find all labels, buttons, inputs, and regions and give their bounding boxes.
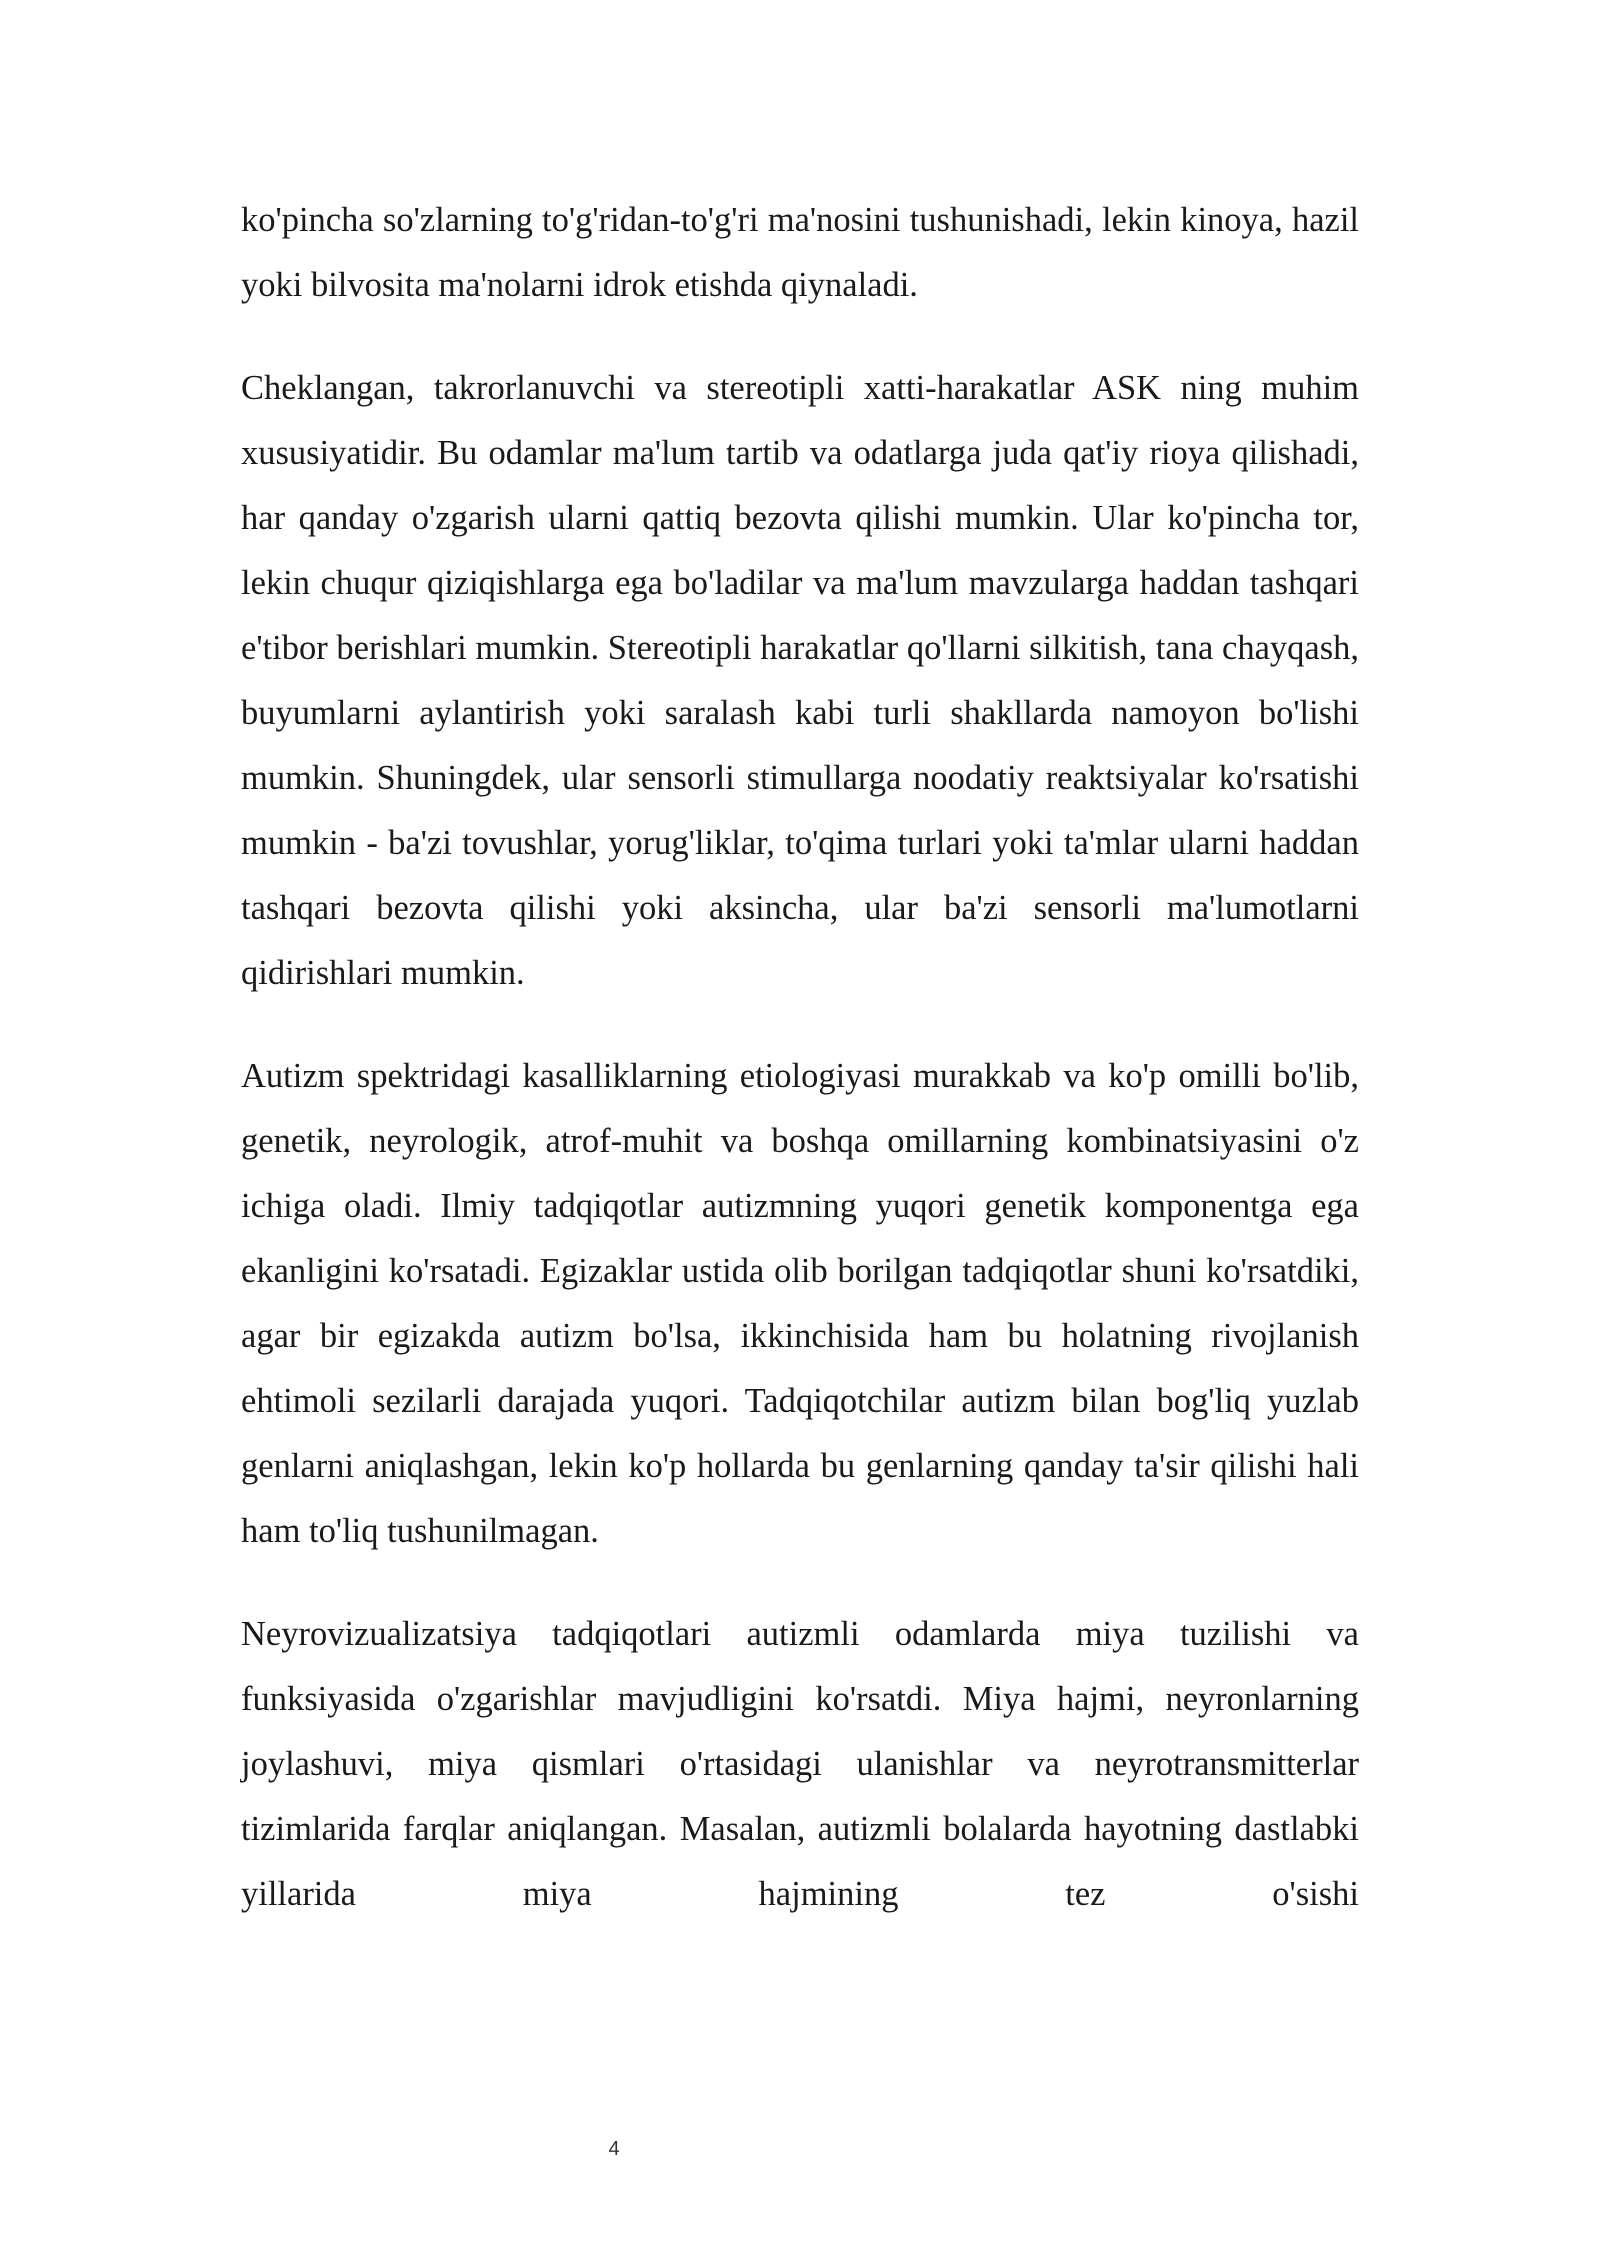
- paragraph-4: Neyrovizualizatsiya tadqiqotlari autizmli odamlarda miya tuzilishi va funksiyasida o'zgarishlar mavjudligini ko'rsatdi. Miya hajmi, neyronlarning joylashuvi, miya qismlari o'rtasidagi ulanishlar va neyrotransmitterlar tizimlarida farqlar aniqlangan. Masalan, autizmli bolalarda hayotning dastlabki yillarida miya hajmining tez o'sishi: [241, 1615, 1359, 1913]
- paragraph-2: Cheklangan, takrorlanuvchi va stereotipli xatti-harakatlar ASK ning muhim xususiyatidir. Bu odamlar ma'lum tartib va odatlarga juda qat'iy rioya qilishadi, har qanday o'zgarish ularni qattiq bezovta qilishi mumkin. Ular ko'pincha tor, lekin chuqur qiziqishlarga ega bo'ladilar va ma'lum mavzularga haddan tashqari e'tibor berishlari mumkin. Stereotipli harakatlar qo'llarni silkitish, tana chayqash, buyumlarni aylantirish yoki saralash kabi turli shakllarda namoyon bo'lishi mumkin. Shuningdek, ular sensorli stimullarga noodatiy reaktsiyalar ko'rsatishi mumkin - ba'zi tovushlar, yorug'liklar, to'qima turlari yoki ta'mlar ularni haddan tashqari bezovta qilishi yoki aksincha, ular ba'zi sensorli ma'lumotlarni qidirishlari mumkin.: [241, 369, 1359, 992]
- paragraph-3: Autizm spektridagi kasalliklarning etiologiyasi murakkab va ko'p omilli bo'lib, genetik, neyrologik, atrof-muhit va boshqa omillarning kombinatsiyasini o'z ichiga oladi. Ilmiy tadqiqotlar autizmning yuqori genetik komponentga ega ekanligini ko'rsatadi. Egizaklar ustida olib borilgan tadqiqotlar shuni ko'rsatdiki, agar bir egizakda autizm bo'lsa, ikkinchisida ham bu holatning rivojlanish ehtimoli sezilarli darajada yuqori. Tadqiqotchilar autizm bilan bog'liq yuzlab genlarni aniqlashgan, lekin ko'p hollarda bu genlarning qanday ta'sir qilishi hali ham to'liq tushunilmagan.: [241, 1057, 1359, 1550]
- paragraph-1: ko'pincha so'zlarning to'g'ridan-to'g'ri ma'nosini tushunishadi, lekin kinoya, hazil yoki bilvosita ma'nolarni idrok etishda qiynaladi.: [241, 201, 1359, 304]
- body-text: [241, 188, 1359, 1927]
- page-number: 4: [608, 2138, 620, 2160]
